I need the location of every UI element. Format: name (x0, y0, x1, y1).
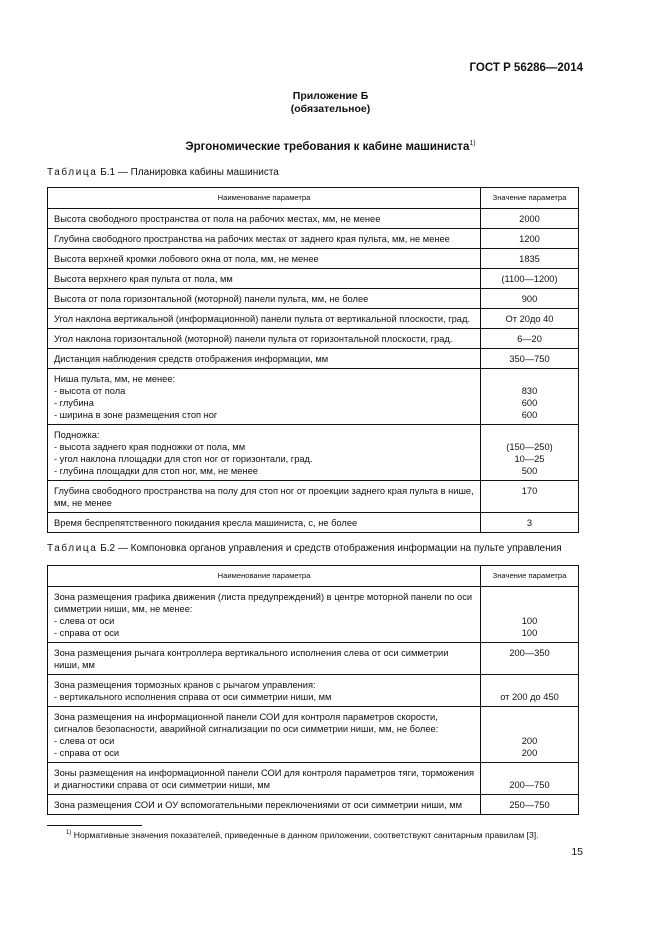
footnote (66, 830, 539, 840)
value-cell: (1100—1200) (481, 269, 579, 289)
table-row (48, 425, 579, 481)
footnote-text: Нормативные значения показателей, приведенные в данном приложении, соответствуют санитарным правилам [3]. (73, 830, 539, 840)
table1-body (48, 209, 579, 533)
table2-label: Таблица (47, 543, 98, 554)
param-cell: Угол наклона горизонтальной (моторной) панели пульта от горизонтальной плоскости, град. (48, 329, 481, 349)
footnote-ref: 1) (469, 140, 476, 147)
table2-caption-text: Б.2 — Компоновка органов управления и средств отображения информации на пульте управления (100, 543, 562, 554)
value-cell: 250—750 (481, 795, 579, 815)
value-cell: (150—250) 10—25 500 (481, 425, 579, 481)
table-row (48, 675, 579, 707)
param-cell: Время беспрепятственного покидания кресла машиниста, с, не более (48, 513, 481, 533)
param-cell: Глубина свободного пространства на рабочих местах от заднего края пульта, мм, не менее (48, 229, 481, 249)
appendix-title: Приложение Б (292, 90, 369, 102)
param-cell: Ниша пульта, мм, не менее: - высота от пола - глубина - ширина в зоне размещения стоп ног (48, 369, 481, 425)
footnote-mark: 1) (66, 830, 72, 837)
value-cell: 350—750 (481, 349, 579, 369)
table1-col-param: Наименование параметра (48, 188, 481, 209)
table2-caption (47, 543, 562, 554)
param-cell: Зона размещения рычага контроллера вертикального исполнения слева от оси симметрии ниши, мм (48, 643, 481, 675)
table-row (48, 229, 579, 249)
table-row (48, 795, 579, 815)
section-heading (0, 140, 661, 153)
value-cell: от 200 до 450 (481, 675, 579, 707)
table-row (48, 763, 579, 795)
param-cell: Высота от пола горизонтальной (моторной) панели пульта, мм, не более (48, 289, 481, 309)
param-cell: Дистанция наблюдения средств отображения информации, мм (48, 349, 481, 369)
table2-col-param: Наименование параметра (48, 566, 481, 587)
table-row (48, 369, 579, 425)
param-cell: Зона размещения графика движения (листа предупреждений) в центре моторной панели по оси симметрии ниши, мм, не менее: - слева от оси - справа от оси (48, 587, 481, 643)
value-cell: 200 200 (481, 707, 579, 763)
value-cell: 1200 (481, 229, 579, 249)
section-heading-text: Эргономические требования к кабине машиниста (185, 140, 470, 153)
page-number: 15 (571, 846, 583, 858)
param-cell: Зона размещения на информационной панели СОИ для контроля параметров скорости, сигналов безопасности, аварийной сигнализации по оси симметрии ниши, мм, не более: - слева от оси - справа от оси (48, 707, 481, 763)
table1-col-value: Значение параметра (481, 188, 579, 209)
table2-header-row (48, 566, 579, 587)
table-row (48, 349, 579, 369)
table-row (48, 513, 579, 533)
value-cell: 3 (481, 513, 579, 533)
param-cell: Высота верхнего края пульта от пола, мм (48, 269, 481, 289)
value-cell: 100 100 (481, 587, 579, 643)
table-row (48, 329, 579, 349)
table-row (48, 309, 579, 329)
value-cell: 830 600 600 (481, 369, 579, 425)
param-cell: Подножка: - высота заднего края подножки от пола, мм - угол наклона площадки для стоп ног от горизонтали, град. - глубина площадки для стоп ног, мм, не менее (48, 425, 481, 481)
table2-body (48, 587, 579, 815)
appendix-block (0, 90, 661, 116)
table-row (48, 289, 579, 309)
table-row (48, 249, 579, 269)
param-cell: Угол наклона вертикальной (информационной) панели пульта от вертикальной плоскости, град. (48, 309, 481, 329)
param-cell: Высота верхней кромки лобового окна от пола, мм, не менее (48, 249, 481, 269)
value-cell: 200—750 (481, 763, 579, 795)
table-row (48, 481, 579, 513)
table1-label: Таблица (47, 167, 98, 178)
value-cell: 900 (481, 289, 579, 309)
table-row (48, 269, 579, 289)
table-row (48, 209, 579, 229)
value-cell: 1835 (481, 249, 579, 269)
param-cell: Зоны размещения на информационной панели СОИ для контроля параметров тяги, торможения и диагностики справа от оси симметрии ниши, мм (48, 763, 481, 795)
table-row (48, 707, 579, 763)
param-cell: Зона размещения СОИ и ОУ вспомогательными переключениями от оси симметрии ниши, мм (48, 795, 481, 815)
table1 (47, 187, 579, 533)
param-cell: Глубина свободного пространства на полу для стоп ног от проекции заднего края пульта в нише, мм, не менее (48, 481, 481, 513)
value-cell: 200—350 (481, 643, 579, 675)
param-cell: Зона размещения тормозных кранов с рычагом управления: - вертикального исполнения справа от оси симметрии ниши, мм (48, 675, 481, 707)
param-cell: Высота свободного пространства от пола на рабочих местах, мм, не менее (48, 209, 481, 229)
table1-caption (47, 167, 279, 178)
appendix-subtitle: (обязательное) (290, 103, 371, 115)
value-cell: От 20до 40 (481, 309, 579, 329)
footnote-divider (47, 825, 142, 826)
table2-col-value: Значение параметра (481, 566, 579, 587)
table-row (48, 643, 579, 675)
value-cell: 6—20 (481, 329, 579, 349)
value-cell: 170 (481, 481, 579, 513)
standard-number: ГОСТ Р 56286—2014 (469, 62, 583, 74)
table1-caption-text: Б.1 — Планировка кабины машиниста (100, 167, 279, 178)
table2 (47, 565, 579, 815)
table1-header-row (48, 188, 579, 209)
value-cell: 2000 (481, 209, 579, 229)
table-row (48, 587, 579, 643)
